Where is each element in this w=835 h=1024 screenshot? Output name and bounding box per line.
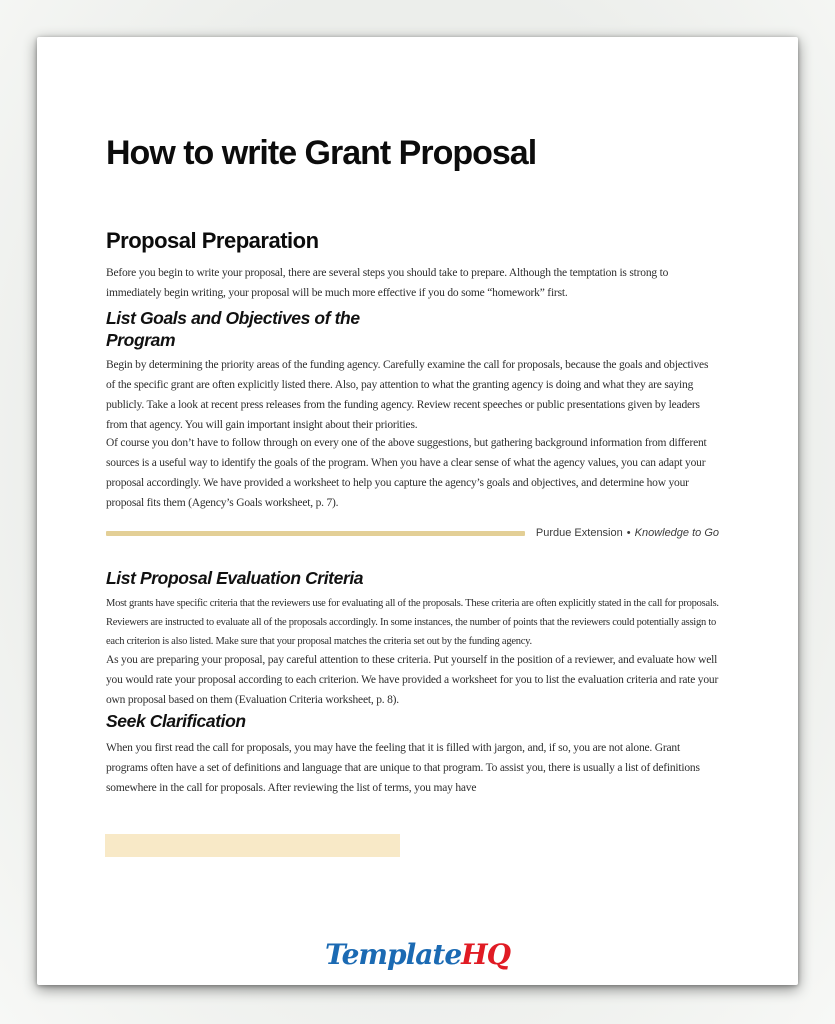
brand-logo	[37, 938, 798, 972]
page-footer-note	[536, 527, 719, 539]
paragraph-criteria-1: Most grants have specific criteria that the reviewers use for evaluating all of the proposals. These criteria are often explicitly stated in the call for proposals. Reviewers are instructed to evaluate all of the proposals accordingly. In some instances, the number of points that the reviewers could potentially assign to each criterion is also listed. Make sure that your proposal matches the criteria set out by the funding agency.	[106, 598, 719, 647]
page-footer-note-row	[106, 527, 719, 539]
section-heading-proposal-preparation: Proposal Preparation	[106, 228, 319, 253]
document-page	[37, 37, 798, 985]
section-heading-list-goals: List Goals and Objectives of the Program	[106, 308, 360, 350]
section-heading-seek-clarification: Seek Clarification	[106, 711, 246, 731]
footer-org-label: Purdue Extension	[535, 527, 623, 539]
accent-divider-bar	[106, 531, 525, 536]
paragraph-clarification-1: When you first read the call for proposals, you may have the feeling that it is filled with jargon, and, if so, you are not alone. Grant programs often have a set of definitions and language that are unique to that program. To assist you, there is usually a list of definitions somewhere in the call for proposals. After reviewing the list of terms, you may have	[106, 742, 700, 794]
paragraph-intro: Before you begin to write your proposal, there are several steps you should take to prepare. Although the temptation is strong to immediately begin writing, your proposal will be much more effective if you do some “homework” first.	[106, 267, 669, 299]
paragraph-goals-1: Begin by determining the priority areas of the funding agency. Carefully examine the call for proposals, because the goals and objectives of the specific grant are often explicitly listed there. Also, pay attention to what the granting agency is doing and what they are saying publicly. Take a look at recent press releases from the funding agency. Review recent speeches or public presentations given by leaders from that agency. You will gain important insight about their priorities.	[106, 359, 709, 431]
brand-logo-text-template: Template	[324, 938, 462, 971]
footer-separator: •	[626, 527, 631, 539]
section-heading-evaluation-criteria: List Proposal Evaluation Criteria	[106, 568, 364, 588]
paragraph-criteria-2: As you are preparing your proposal, pay careful attention to these criteria. Put yourself in the position of a reviewer, and evaluate how well you would rate your proposal according to each criterion. We have provided a worksheet for you to list the evaluation criteria and rate your own proposal based on them (Evaluation Criteria worksheet, p. 8).	[106, 654, 719, 706]
accent-highlight-block	[105, 834, 400, 857]
page-title: How to write Grant Proposal	[106, 134, 537, 172]
footer-tagline-label: Knowledge to Go	[634, 527, 719, 539]
paragraph-goals-2: Of course you don’t have to follow through on every one of the above suggestions, but gathering background information from different sources is a useful way to identify the goals of the program. When you have a clear sense of what the agency values, you can adapt your proposal accordingly. We have provided a worksheet to help you capture the agency’s goals and objectives, and determine how your proposal fits them (Agency’s Goals worksheet, p. 7).	[106, 437, 707, 509]
brand-logo-text-hq: HQ	[461, 938, 511, 971]
